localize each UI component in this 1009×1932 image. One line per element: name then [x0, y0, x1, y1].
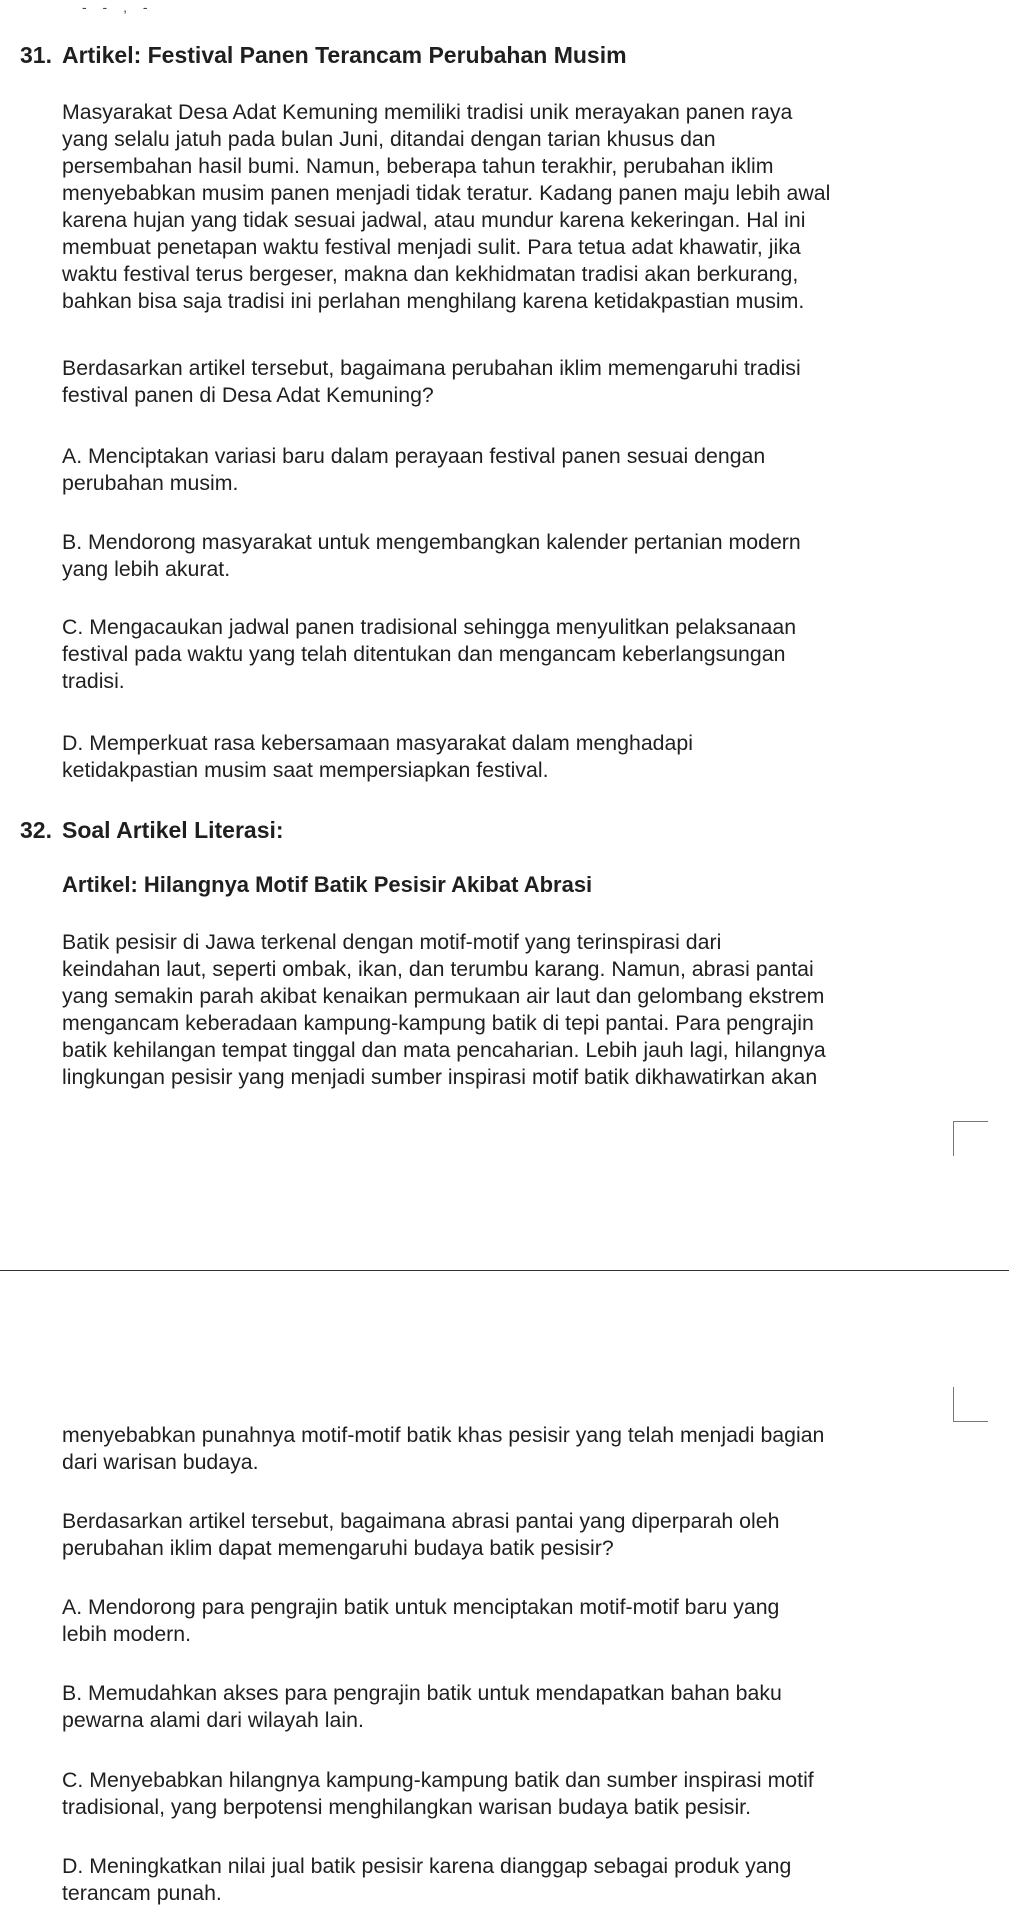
option-line: lebih modern. — [62, 1622, 192, 1646]
option-line: D. Meningkatkan nilai jual batik pesisir karena dianggap sebagai produk yang — [62, 1854, 792, 1878]
article-line: keindahan laut, seperti ombak, ikan, dan terumbu karang. Namun, abrasi pantai — [62, 957, 814, 981]
question-32-option-b — [62, 1680, 967, 1734]
question-31-option-a — [62, 443, 967, 497]
question-32-number: 32. — [20, 817, 52, 843]
article-line: menyebabkan punahnya motif-motif batik khas pesisir yang telah menjadi bagian — [62, 1423, 825, 1447]
article-line: karena hujan yang tidak sesuai jadwal, atau mundur karena kekeringan. Hal ini — [62, 208, 806, 232]
article-line: Masyarakat Desa Adat Kemuning memiliki tradisi unik merayakan panen raya — [62, 100, 793, 124]
question-31-article — [62, 99, 967, 315]
article-line: menyebabkan musim panen menjadi tidak teratur. Kadang panen maju lebih awal — [62, 181, 831, 205]
option-line: B. Memudahkan akses para pengrajin batik untuk mendapatkan bahan baku — [62, 1681, 782, 1705]
article-line: persembahan hasil bumi. Namun, beberapa tahun terakhir, perubahan iklim — [62, 154, 774, 178]
page-break-divider — [0, 1270, 1009, 1271]
question-32-title: Soal Artikel Literasi: — [62, 817, 284, 843]
option-line: B. Mendorong masyarakat untuk mengembangkan kalender pertanian modern — [62, 530, 801, 554]
article-line: yang selalu jatuh pada bulan Juni, ditandai dengan tarian khusus dan — [62, 127, 716, 151]
option-line: terancam punah. — [62, 1881, 222, 1905]
article-line: dari warisan budaya. — [62, 1450, 259, 1474]
crop-mark-top — [953, 1121, 988, 1156]
question-32-option-c — [62, 1767, 967, 1821]
option-line: ketidakpastian musim saat mempersiapkan festival. — [62, 758, 549, 782]
prompt-line: festival panen di Desa Adat Kemuning? — [62, 383, 434, 407]
question-32-article-part2 — [62, 1422, 967, 1476]
question-32-prompt — [62, 1508, 967, 1562]
article-line: batik kehilangan tempat tinggal dan mata pencaharian. Lebih jauh lagi, hilangnya — [62, 1038, 826, 1062]
question-31-number: 31. — [20, 42, 52, 68]
article-line: waktu festival terus bergeser, makna dan kekhidmatan tradisi akan berkurang, — [62, 262, 799, 286]
question-31-option-b — [62, 529, 967, 583]
article-line: mengancam keberadaan kampung-kampung batik di tepi pantai. Para pengrajin — [62, 1011, 814, 1035]
option-line: D. Memperkuat rasa kebersamaan masyarakat dalam menghadapi — [62, 731, 693, 755]
article-line: membuat penetapan waktu festival menjadi sulit. Para tetua adat khawatir, jika — [62, 235, 801, 259]
option-line: pewarna alami dari wilayah lain. — [62, 1708, 364, 1732]
article-32-title: Artikel: Hilangnya Motif Batik Pesisir Akibat Abrasi — [62, 872, 593, 897]
article-line: Batik pesisir di Jawa terkenal dengan motif-motif yang terinspirasi dari — [62, 930, 722, 954]
option-line: A. Mendorong para pengrajin batik untuk menciptakan motif-motif baru yang — [62, 1595, 780, 1619]
prompt-line: Berdasarkan artikel tersebut, bagaimana perubahan iklim memengaruhi tradisi — [62, 356, 801, 380]
option-line: C. Mengacaukan jadwal panen tradisional sehingga menyulitkan pelaksanaan — [62, 615, 797, 639]
question-32-article-part1 — [62, 929, 967, 1091]
option-line: festival pada waktu yang telah ditentukan dan mengancam keberlangsungan — [62, 642, 786, 666]
option-line: tradisi. — [62, 669, 125, 693]
question-31-option-c — [62, 614, 967, 695]
prompt-line: perubahan iklim dapat memengaruhi budaya batik pesisir? — [62, 1536, 614, 1560]
question-32-option-a — [62, 1594, 967, 1648]
option-line: yang lebih akurat. — [62, 557, 231, 581]
cropped-top-text: - - , - — [82, 0, 154, 15]
question-31-title: Artikel: Festival Panen Terancam Perubahan Musim — [62, 42, 627, 68]
option-line: A. Menciptakan variasi baru dalam perayaan festival panen sesuai dengan — [62, 444, 766, 468]
option-line: C. Menyebabkan hilangnya kampung-kampung batik dan sumber inspirasi motif — [62, 1768, 814, 1792]
option-line: tradisional, yang berpotensi menghilangkan warisan budaya batik pesisir. — [62, 1795, 752, 1819]
question-32-option-d — [62, 1853, 967, 1907]
question-31-option-d — [62, 730, 967, 784]
crop-mark-bottom — [953, 1387, 988, 1422]
question-31-prompt — [62, 355, 967, 409]
option-line: perubahan musim. — [62, 471, 239, 495]
article-line: lingkungan pesisir yang menjadi sumber inspirasi motif batik dikhawatirkan akan — [62, 1065, 818, 1089]
article-line: bahkan bisa saja tradisi ini perlahan menghilang karena ketidakpastian musim. — [62, 289, 805, 313]
article-line: yang semakin parah akibat kenaikan permukaan air laut dan gelombang ekstrem — [62, 984, 825, 1008]
prompt-line: Berdasarkan artikel tersebut, bagaimana abrasi pantai yang diperparah oleh — [62, 1509, 780, 1533]
